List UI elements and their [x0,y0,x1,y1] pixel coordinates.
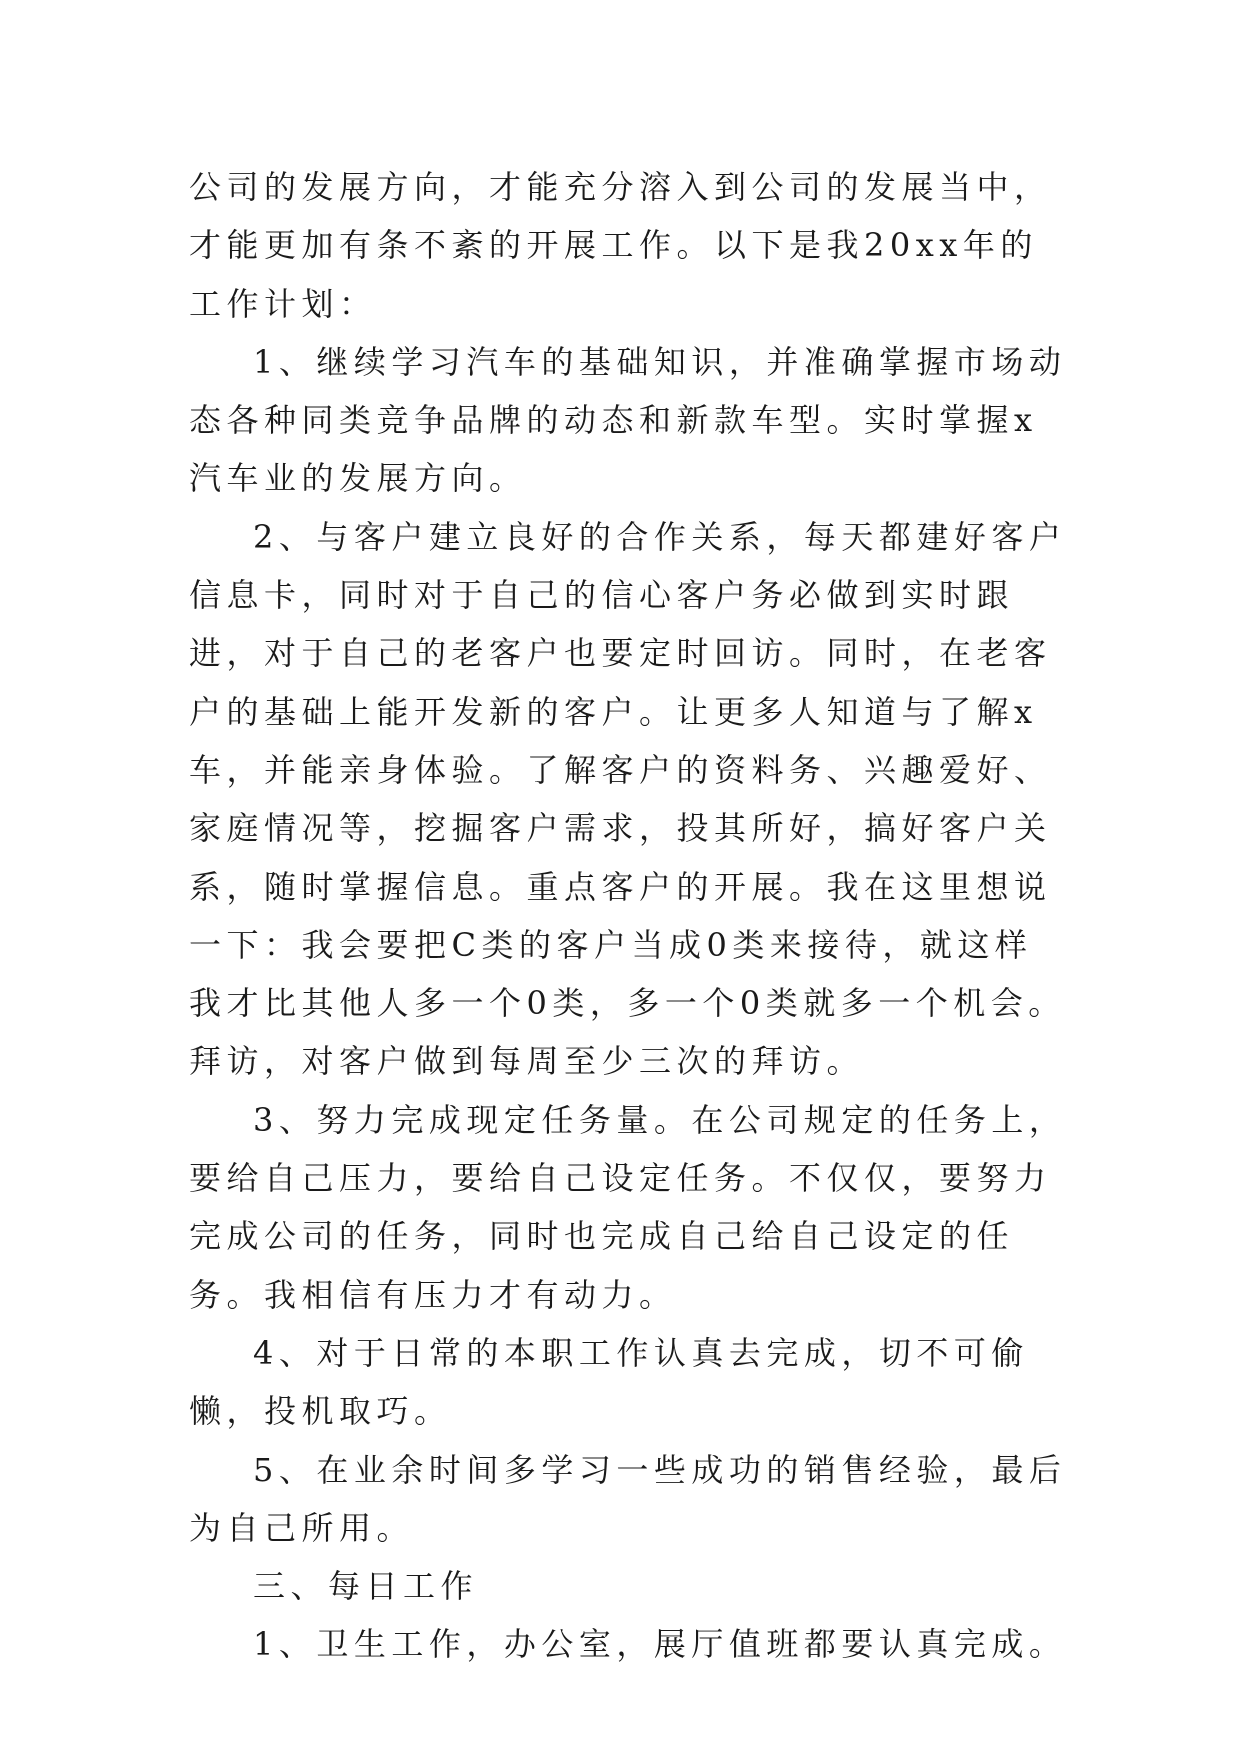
paragraph-item-4: 4、对于日常的本职工作认真去完成，切不可偷懒，投机取巧。 [189,1333,1029,1431]
paragraph-item-3: 3、努力完成现定任务量。在公司规定的任务上，要给自己压力，要给自己设定任务。不仅仅，要努力完成公司的任务，同时也完成自己给自己设定的任务。我相信有压力才有动力。 [189,1100,1067,1314]
document-body [189,158,1069,1674]
paragraph-item-5: 5、在业余时间多学习一些成功的销售经验，最后为自己所用。 [189,1450,1067,1547]
paragraph-intro: 公司的发展方向，才能充分溶入到公司的发展当中，才能更加有条不紊的开展工作。以下是我20xx年的工作计划： [189,168,1052,323]
paragraph-item-1: 1、继续学习汽车的基础知识，并准确掌握市场动态各种同类竞争品牌的动态和新款车型。实时掌握x汽车业的发展方向。 [189,342,1067,498]
section-heading-daily-work: 三、每日工作 [253,1567,479,1606]
paragraph-item-2: 2、与客户建立良好的合作关系，每天都建好客户信息卡，同时对于自己的信心客户务必做到实时跟进，对于自己的老客户也要定时回访。同时，在老客户的基础上能开发新的客户。让更多人知道与了解x车，并能亲身体验。了解客户的资料务、兴趣爱好、家庭情况等，挖掘客户需求，投其所好，搞好客户关系，随时掌握信息。重点客户的开展。我在这里想说一下：我会要把C类的客户当成0类来接待，就这样我才比其他人多一个0类，多一个0类就多一个机会。拜访，对客户做到每周至少三次的拜访。 [189,517,1067,1081]
paragraph-daily-item-1: 1、卫生工作，办公室，展厅值班都要认真完成。 [253,1625,1067,1664]
